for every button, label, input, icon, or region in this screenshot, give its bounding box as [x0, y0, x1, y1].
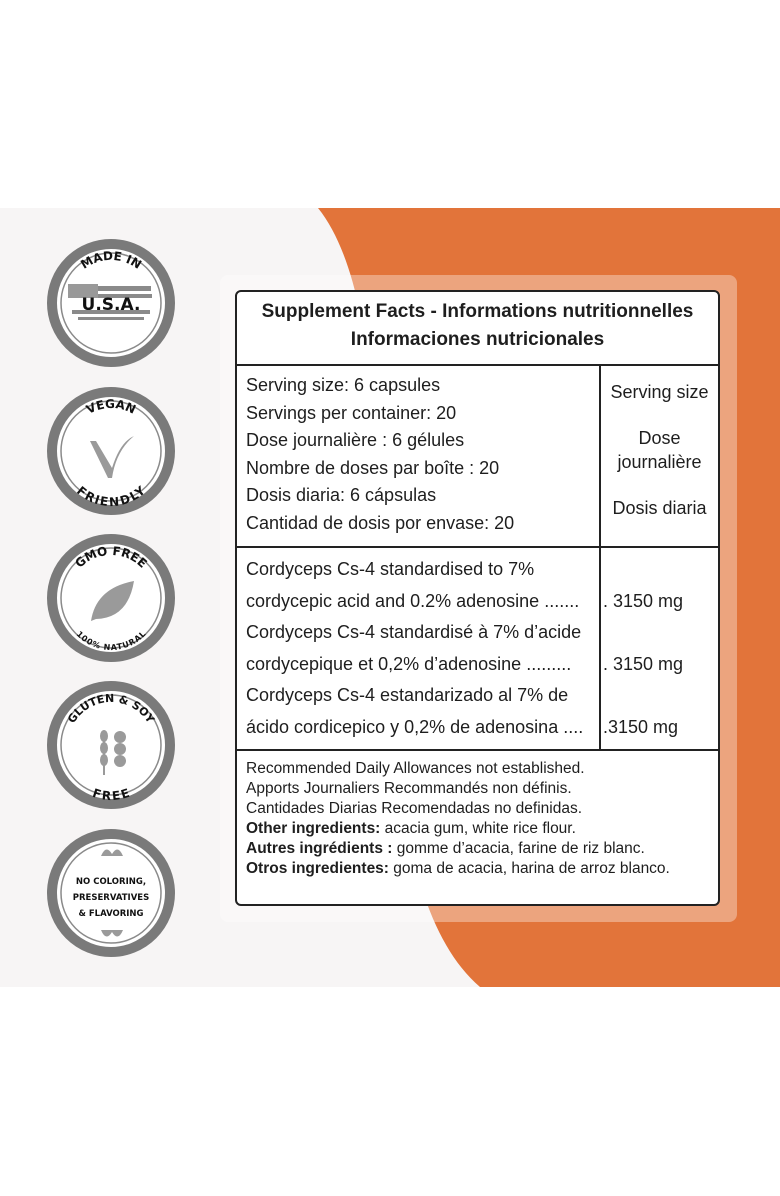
note-line: Recommended Daily Allowances not established. [246, 760, 585, 777]
badge-line-text: PRESERVATIVES [72, 893, 150, 903]
ingredient-amount: . 3150 mg [603, 653, 684, 674]
badge-top-text: GMO FREE [72, 543, 150, 571]
badge-bottom-text: FREE [90, 785, 132, 803]
note-line: Cantidades Diarias Recomendadas no definidas. [246, 800, 583, 817]
badge-1 [46, 386, 176, 516]
badge-top-text: MADE IN [78, 248, 144, 272]
ingredient-amount: .3150 mg [603, 716, 679, 737]
ingredient-line: Cordyceps Cs-4 estandarizado al 7% de [246, 685, 569, 705]
serving-line: Serving size: 6 capsules [246, 375, 441, 395]
ingredient-line: cordycepique et 0,2% d’adenosine ......... [246, 653, 572, 674]
column-header: Dose [638, 428, 681, 448]
other-text: gomme d’acacia, farine de riz blanc. [392, 840, 645, 857]
other-ingredients [246, 839, 718, 859]
ingredient-line: ácido cordicepico y 0,2% de adenosina .... [246, 716, 584, 737]
badge-3 [46, 680, 176, 810]
other-text: goma de acacia, harina de arroz blanco. [388, 860, 670, 877]
other-ingredients [246, 819, 718, 839]
badge-0 [46, 238, 176, 368]
ingredient-line: cordycepic acid and 0.2% adenosine ....... [246, 590, 580, 611]
facts-subtitle: Informaciones nutricionales [350, 329, 605, 350]
other-label: Other ingredients: [246, 820, 381, 837]
facts-header [237, 292, 718, 366]
facts-title: Supplement Facts - Informations nutritionnelles [261, 301, 694, 322]
ingredient-line: Cordyceps Cs-4 standardised to 7% [246, 559, 535, 579]
other-label: Autres ingrédients : [246, 840, 393, 857]
other-text: acacia gum, white rice flour. [380, 820, 576, 837]
badge-bottom-text: FRIENDLY [74, 483, 148, 510]
serving-section [237, 366, 718, 548]
other-ingredients [246, 859, 718, 879]
badge-top-text: VEGAN [84, 396, 138, 417]
badge-top-text: GLUTEN & SOY [65, 691, 157, 726]
badge-line-text: NO COLORING, [75, 877, 147, 887]
note-line: Apports Journaliers Recommandés non définis. [246, 780, 572, 797]
serving-line: Nombre de doses par boîte : 20 [246, 457, 500, 478]
other-label: Otros ingredientes: [246, 860, 389, 877]
supplement-facts-table [235, 290, 720, 906]
badge-2 [46, 533, 176, 663]
badge-bottom-text: 100% NATURAL [74, 629, 148, 652]
serving-line: Cantidad de dosis por envase: 20 [246, 512, 515, 533]
serving-line: Servings per container: 20 [246, 402, 457, 423]
ingredient-section [237, 548, 718, 751]
badge-line-text: & FLAVORING [78, 909, 144, 919]
column-header: journalière [617, 452, 702, 472]
serving-line: Dosis diaria: 6 cápsulas [246, 485, 437, 505]
ingredient-amount: . 3150 mg [603, 590, 684, 611]
notes-section [237, 751, 718, 879]
badge-4 [46, 828, 176, 958]
ingredient-line: Cordyceps Cs-4 standardisé à 7% d’acide [246, 622, 582, 642]
column-header: Serving size [610, 382, 709, 402]
badge-center-text: U.S.A. [81, 295, 141, 315]
serving-line: Dose journalière : 6 gélules [246, 430, 465, 450]
column-header: Dosis diaria [612, 498, 707, 518]
